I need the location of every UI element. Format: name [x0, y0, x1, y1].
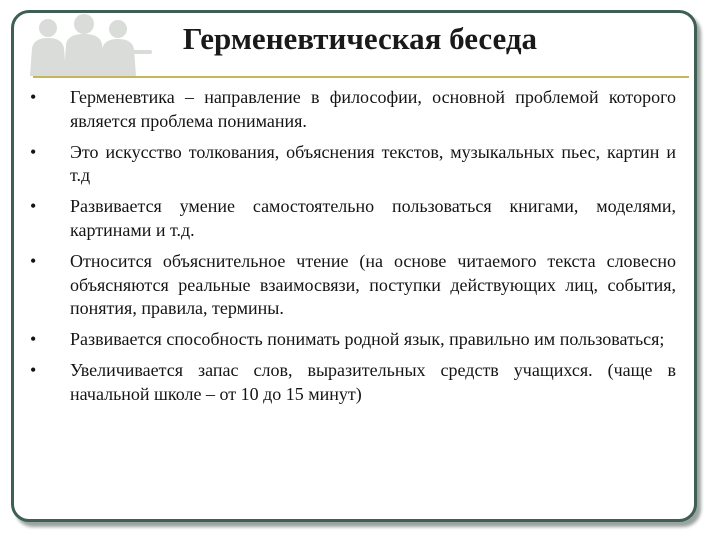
bullet-text: Развивается способность понимать родной язык, правильно им пользоваться; — [70, 329, 665, 350]
bullet-item — [30, 141, 676, 188]
bullet-text: Развивается умение самостоятельно пользоваться книгами, моделями, картинами и т.д. — [70, 196, 676, 240]
bullet-text: Относится объяснительное чтение (на основе читаемого текста словесно объясняются реальные взаимосвязи, поступки действующих лиц, события, понятия, правила, термины. — [70, 250, 676, 319]
bullet-marker: • — [30, 360, 37, 381]
bullet-text: Это искусство толкования, объяснения текстов, музыкальных пьес, картин и т.д — [70, 141, 676, 186]
bullet-marker: • — [30, 87, 37, 107]
bullet-item — [30, 86, 676, 133]
bullet-marker: • — [30, 250, 37, 271]
bullet-item — [30, 359, 676, 406]
bullet-marker: • — [30, 141, 37, 162]
business-people-silhouette-icon — [22, 14, 157, 76]
bullet-marker: • — [30, 329, 37, 350]
slide-title: Герменевтическая беседа — [182, 21, 538, 56]
bullet-text: Увеличивается запас слов, выразительных средств учащихся. (чаще в начальной школе – от 10 до 15 минут) — [70, 360, 676, 404]
bullet-item — [30, 328, 676, 352]
bullet-text: Герменевтика – направление в философии, основной проблемой которого является проблема понимания. — [70, 87, 676, 131]
bullet-list — [30, 86, 676, 414]
bullet-marker: • — [30, 196, 37, 217]
bullet-item — [30, 195, 676, 242]
bullet-item — [30, 250, 676, 321]
title-underline — [33, 76, 689, 78]
